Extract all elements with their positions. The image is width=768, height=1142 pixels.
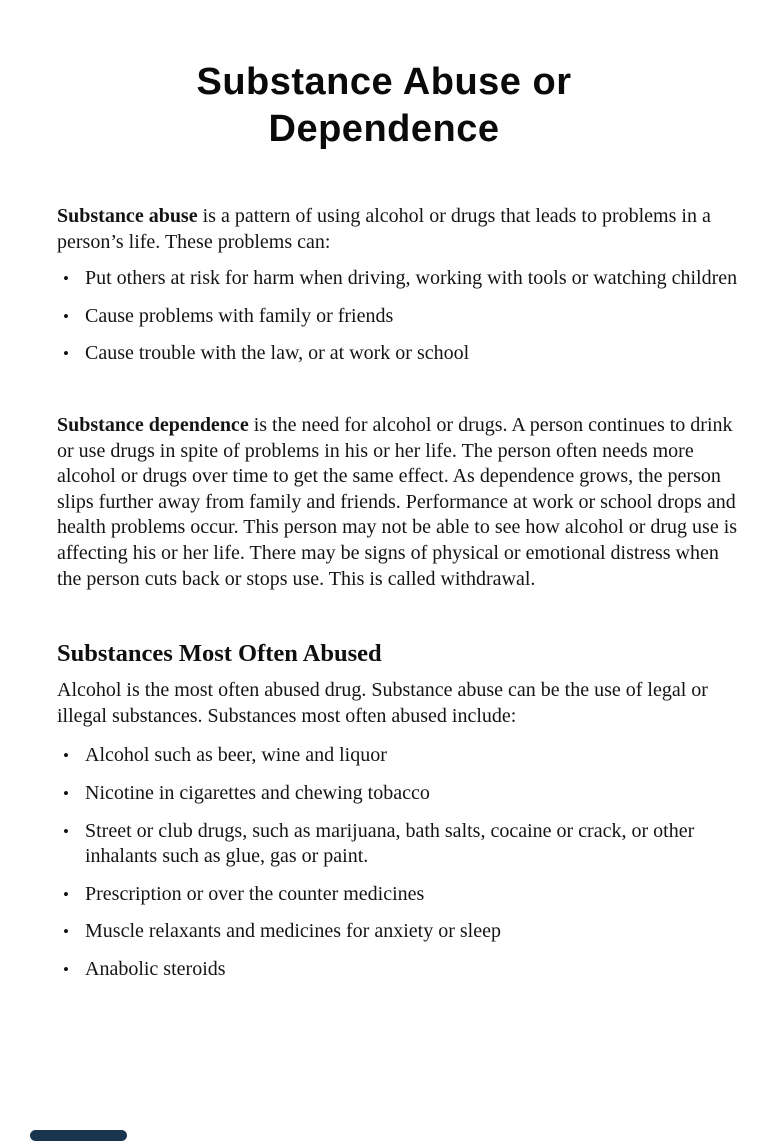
bullet-icon: • <box>63 884 69 904</box>
intro-paragraph <box>57 204 747 255</box>
bullet-icon: • <box>63 821 69 841</box>
bullet-icon: • <box>63 922 69 942</box>
list-item-text: Street or club drugs, such as marijuana, bath salts, cocaine or crack, or other inhalants such as glue, gas or paint. <box>85 819 695 868</box>
bullet-icon: • <box>63 783 69 803</box>
bullet-icon: • <box>63 959 69 979</box>
list-item <box>57 266 747 292</box>
intro-lead-text: Substance abuse <box>57 205 198 227</box>
section-paragraph: Alcohol is the most often abused drug. Substance abuse can be the use of legal or illegal substances. Substances most often abused include: <box>57 679 708 727</box>
page-title-line-2: Dependence <box>268 108 500 150</box>
section-heading: Substances Most Often Abused <box>57 640 382 668</box>
list-item-text: Cause trouble with the law, or at work or school <box>85 342 470 365</box>
problems-list <box>57 266 747 367</box>
bullet-icon: • <box>63 344 69 364</box>
bullet-icon: • <box>63 746 69 766</box>
substances-list <box>57 743 747 982</box>
intro-body-text: is a pattern of using alcohol or drugs that leads to problems in a person’s life. These problems can: <box>57 205 711 253</box>
list-item <box>57 341 747 367</box>
list-item <box>57 919 747 945</box>
page-title <box>0 59 768 153</box>
dependence-lead-text: Substance dependence <box>57 413 249 436</box>
list-item-text: Put others at risk for harm when driving, working with tools or watching children <box>85 267 738 290</box>
viewer-progress-bar <box>30 1130 127 1141</box>
list-item-text: Muscle relaxants and medicines for anxiety or sleep <box>85 920 501 943</box>
list-item <box>57 743 747 769</box>
list-item <box>57 957 747 983</box>
list-item <box>57 781 747 807</box>
list-item-text: Cause problems with family or friends <box>85 304 394 327</box>
list-item-text: Anabolic steroids <box>85 957 226 980</box>
list-item-text: Prescription or over the counter medicines <box>85 882 425 905</box>
dependence-body-text: is the need for alcohol or drugs. A person continues to drink or use drugs in spite of problems in his or her life. The person often needs more alcohol or drugs over time to get the same effect. As dependence grows, the person slips further away from family and friends. Performance at work or school drops and health problems occur. This person may not be able to see how alcohol or drug use is affecting his or her life. There may be signs of physical or emotional distress when the person cuts back or stops use. This is called withdrawal. <box>57 413 738 590</box>
list-item <box>57 882 747 908</box>
list-item-text: Nicotine in cigarettes and chewing tobacco <box>85 781 430 804</box>
bullet-icon: • <box>63 306 69 326</box>
dependence-paragraph <box>57 413 747 592</box>
page-title-line-1: Substance Abuse or <box>196 61 572 103</box>
list-item <box>57 819 747 870</box>
bullet-icon: • <box>63 269 69 289</box>
list-item <box>57 304 747 330</box>
list-item-text: Alcohol such as beer, wine and liquor <box>85 744 387 767</box>
